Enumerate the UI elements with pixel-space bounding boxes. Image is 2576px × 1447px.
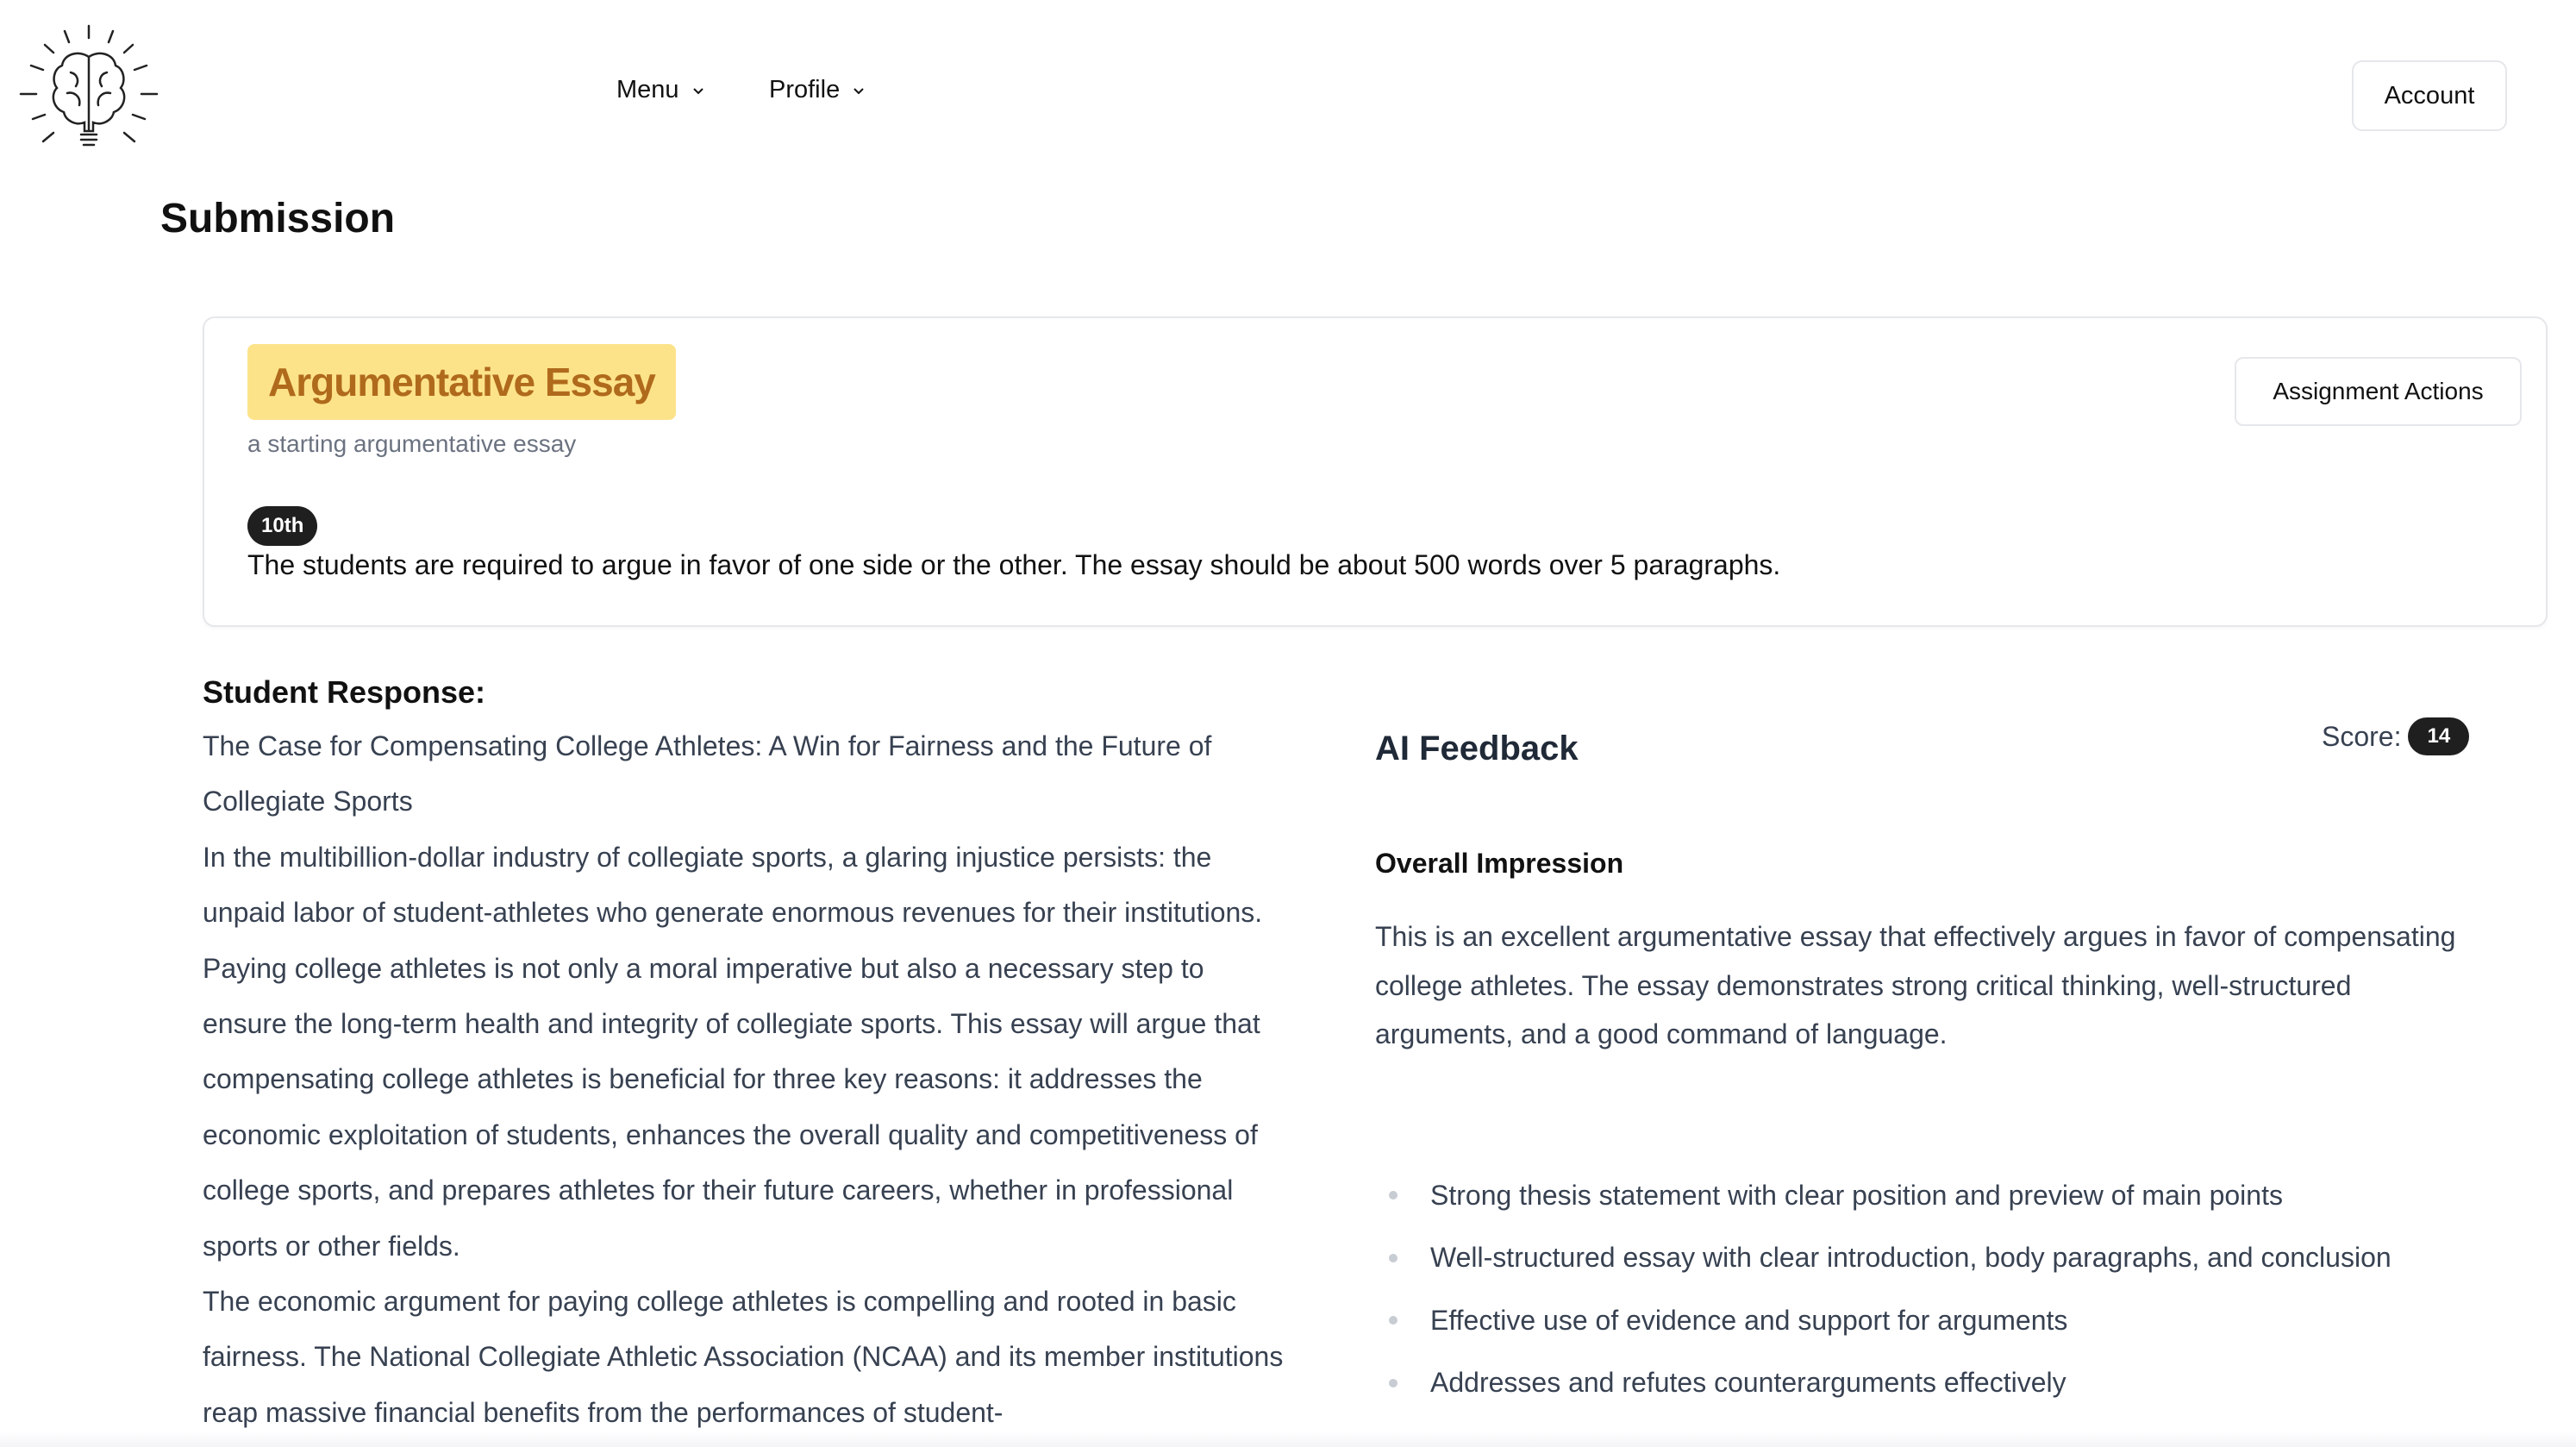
scroll-fade: [0, 1431, 2576, 1447]
profile-dropdown[interactable]: [769, 76, 867, 104]
chevron-down-icon: [690, 82, 707, 99]
overall-impression-heading: Overall Impression: [1375, 848, 1624, 879]
bullet-icon: [1389, 1254, 1397, 1262]
assignment-title: Argumentative Essay: [268, 360, 655, 404]
feedback-points-list: [1375, 1164, 2392, 1414]
assignment-subtitle: a starting argumentative essay: [247, 430, 577, 457]
list-item: [1375, 1164, 2392, 1227]
overall-impression-text: This is an excellent argumentative essay that effectively argues in favor of compensating college athletes. The essay demonstrates strong critical thinking, well-structured arguments, and a good command of language.: [1375, 921, 2456, 1049]
student-response-body: [203, 718, 1289, 1440]
profile-label: Profile: [769, 76, 841, 103]
bullet-icon: [1389, 1316, 1397, 1325]
feedback-point: Well-structured essay with clear introduction, body paragraphs, and conclusion: [1430, 1242, 2392, 1274]
top-nav: [0, 0, 2576, 190]
score-label: Score:: [2322, 720, 2402, 752]
assignment-title-tag: [247, 344, 676, 420]
list-item: [1375, 1227, 2392, 1290]
menu-dropdown[interactable]: [616, 76, 707, 104]
assignment-actions-button[interactable]: Assignment Actions: [2235, 357, 2522, 426]
feedback-point: Strong thesis statement with clear position and preview of main points: [1430, 1179, 2283, 1211]
student-response-heading: Student Response:: [203, 674, 486, 710]
list-item: [1375, 1289, 2392, 1352]
page-title: Submission: [160, 196, 396, 241]
bullet-icon: [1389, 1379, 1397, 1387]
ai-feedback-heading: AI Feedback: [1375, 730, 1579, 767]
list-item: [1375, 1352, 2392, 1415]
chevron-down-icon: [850, 82, 867, 99]
assignment-card: [203, 316, 2548, 627]
response-paragraph: The Case for Compensating College Athletes: A Win for Fairness and the Future of Collegiate Sports: [203, 730, 1212, 817]
response-paragraph: In the multibillion-dollar industry of collegiate sports, a glaring injustice persists: the unpaid labor of student-athletes who generate enormous revenues for their institutions. Paying college athletes is not only a moral imperative but also a necessary step to ensure the long-term health and integrity of collegiate sports. This essay will argue that compensating college athletes is beneficial for three key reasons: it addresses the economic exploitation of students, enhances the overall quality and competitiveness of college sports, and prepares athletes for their future careers, whether in professional sports or other fields.: [203, 841, 1263, 1262]
assignment-description: The students are required to argue in favor of one side or the other. The essay should be about 500 words over 5 paragraphs.: [247, 549, 1781, 580]
score: [2322, 717, 2469, 755]
feedback-point: Effective use of evidence and support for arguments: [1430, 1304, 2068, 1336]
grade-badge: 10th: [247, 506, 317, 546]
score-badge: 14: [2408, 717, 2469, 755]
feedback-point: Addresses and refutes counterarguments effectively: [1430, 1367, 2066, 1399]
menu-label: Menu: [616, 76, 679, 103]
response-paragraph: The economic argument for paying college athletes is compelling and rooted in basic fairness. The National Collegiate Athletic Association (NCAA) and its member institutions reap massive financial benefits from the performances of student-: [203, 1286, 1284, 1428]
account-button[interactable]: Account: [2352, 60, 2507, 131]
bullet-icon: [1389, 1191, 1397, 1200]
